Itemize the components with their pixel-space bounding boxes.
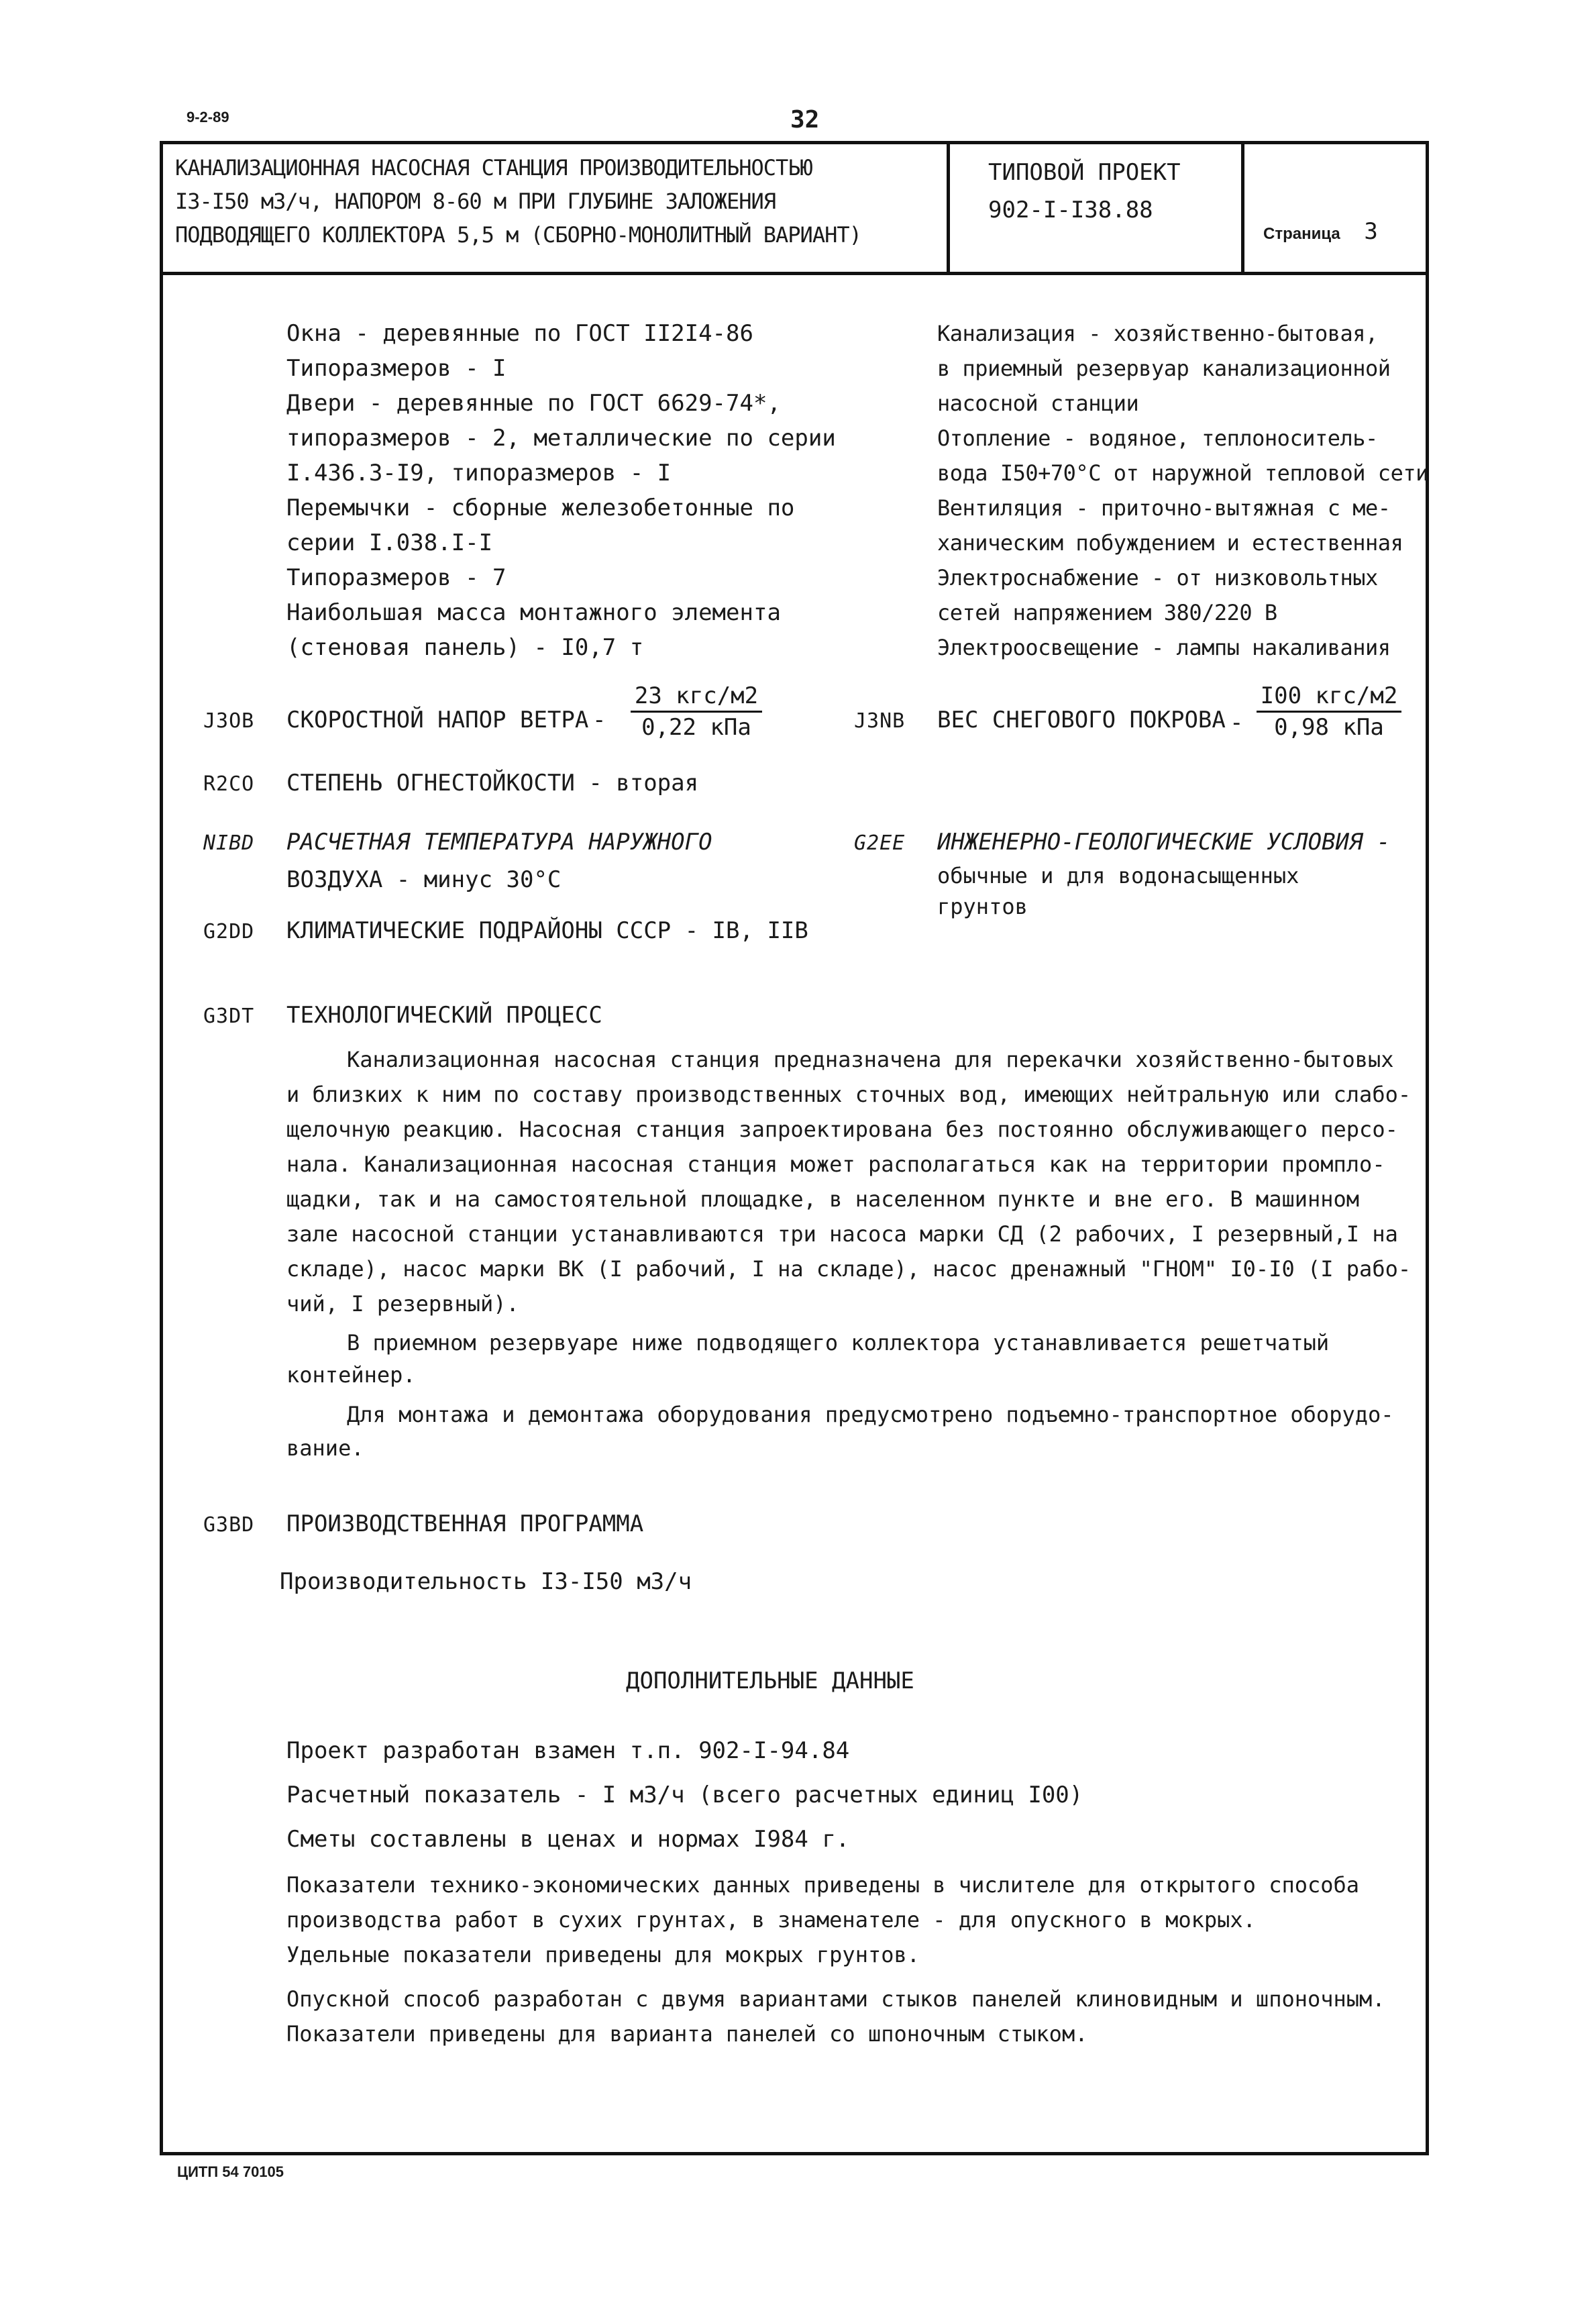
temperature-line-1: РАСЧЕТНАЯ ТЕМПЕРАТУРА НАРУЖНОГО <box>286 829 712 856</box>
spec-line: Окна - деревянные по ГОСТ II2I4-86 <box>286 320 753 347</box>
title-line-2: I3-I50 м3/ч, НАПОРОМ 8-60 м ПРИ ГЛУБИНЕ ЗАЛОЖЕНИЯ <box>175 189 776 214</box>
title-divider-2 <box>1241 144 1244 272</box>
page-label: Страница <box>1263 225 1340 243</box>
spec-line: Типоразмеров - I <box>286 355 507 382</box>
wind-dash: - <box>592 707 606 733</box>
spec-line: Электроснабжение - от низковольтных <box>937 565 1378 591</box>
wind-fraction <box>626 681 767 742</box>
program-code: G3BD <box>203 1513 255 1537</box>
spec-line: Вентиляция - приточно-вытяжная с ме- <box>937 495 1391 521</box>
process-code: G3DT <box>203 1005 255 1028</box>
paragraph-line: Удельные показатели приведены для мокрых грунтов. <box>286 1942 920 1967</box>
spec-line: Перемычки - сборные железобетонные по <box>286 495 795 521</box>
footer-stamp: ЦИТП 54 70105 <box>177 2163 284 2180</box>
paragraph-line: щелочную реакцию. Насосная станция запроектирована без постоянно обслуживающего персо- <box>286 1117 1398 1142</box>
geology-code: G2EE <box>854 831 906 855</box>
page-number: 32 <box>790 106 820 134</box>
spec-line: типоразмеров - 2, металлические по серии <box>286 425 836 452</box>
additional-p4 <box>286 1867 1359 1972</box>
paragraph-line: производства работ в сухих грунтах, в знаменателе - для опускного в мокрых. <box>286 1907 1256 1933</box>
title-divider-1 <box>947 144 950 272</box>
fire-code: R2CO <box>203 772 255 796</box>
temperature-code: NIBD <box>203 831 255 855</box>
paragraph-line: щадки, так и на самостоятельной площадке, в населенном пункте и вне его. В машинном <box>286 1186 1360 1212</box>
paragraph-line: В приемном резервуаре ниже подводящего коллектора устанавливается решетчатый <box>347 1330 1330 1355</box>
additional-p2: Расчетный показатель - I м3/ч (всего расчетных единиц I00) <box>286 1782 1083 1808</box>
geology-line-3: грунтов <box>937 894 1028 919</box>
process-heading: ТЕХНОЛОГИЧЕСКИЙ ПРОЦЕСС <box>286 1002 602 1029</box>
spec-line: Типоразмеров - 7 <box>286 564 507 591</box>
additional-p3: Сметы составлены в ценах и нормах I984 г. <box>286 1826 850 1853</box>
spec-line: вода I50+70°C от наружной тепловой сети <box>937 460 1428 486</box>
paragraph-line: нала. Канализационная насосная станция может располагаться как на территории промпло- <box>286 1151 1385 1177</box>
spec-line: I.436.3-I9, типоразмеров - I <box>286 460 672 486</box>
climate-text: КЛИМАТИЧЕСКИЕ ПОДРАЙОНЫ СССР - IB, IIB <box>286 917 808 944</box>
fire-text: СТЕПЕНЬ ОГНЕСТОЙКОСТИ - вторая <box>286 770 699 797</box>
doc-code: 9-2-89 <box>187 109 229 125</box>
wind-numerator: 23 кгс/м2 <box>631 681 762 713</box>
wind-denominator: 0,22 кПа <box>641 714 751 741</box>
title-line-3: ПОДВОДЯЩЕГО КОЛЛЕКТОРА 5,5 м (СБОРНО-МОНОЛИТНЫЙ ВАРИАНТ) <box>175 222 861 248</box>
spec-line: ханическим побуждением и естественная <box>937 530 1403 556</box>
spec-line: Наибольшая масса монтажного элемента <box>286 599 781 626</box>
process-paragraph-2 <box>286 1327 1329 1391</box>
paragraph-line: Показатели технико-экономических данных приведены в числителе для открытого способа <box>286 1872 1360 1898</box>
page-value: 3 <box>1364 218 1378 245</box>
snow-label: ВЕС СНЕГОВОГО ПОКРОВА <box>937 707 1226 733</box>
process-paragraph-3 <box>286 1398 1394 1465</box>
project-block <box>988 154 1181 229</box>
spec-line: Электроосвещение - лампы накаливания <box>937 635 1391 660</box>
additional-heading: ДОПОЛНИТЕЛЬНЫЕ ДАННЫЕ <box>626 1668 914 1694</box>
spec-line: Канализация - хозяйственно-бытовая, <box>937 321 1378 346</box>
project-number: 902-I-I38.88 <box>988 197 1153 223</box>
spec-line: сетей напряжением 380/220 В <box>937 600 1277 625</box>
paragraph-line: Для монтажа и демонтажа оборудования предусмотрено подъемно-транспортное оборудо- <box>347 1402 1394 1427</box>
spec-line: в приемный резервуар канализационной <box>937 356 1391 381</box>
program-heading: ПРОИЗВОДСТВЕННАЯ ПРОГРАММА <box>286 1510 644 1537</box>
snow-dash: - <box>1230 709 1244 736</box>
paragraph-line: Канализационная насосная станция предназначена для перекачки хозяйственно-бытовых <box>347 1047 1394 1072</box>
title-block <box>163 144 1426 275</box>
snow-code: J3NB <box>854 709 906 733</box>
page-frame <box>160 141 1429 2155</box>
paragraph-line: складе), насос марки ВК (I рабочий, I на складе), насос дренажный "ГНОМ" I0-I0 (I рабо- <box>286 1256 1412 1282</box>
process-paragraph-1 <box>286 1042 1411 1321</box>
title-line-1: КАНАЛИЗАЦИОННАЯ НАСОСНАЯ СТАНЦИЯ ПРОИЗВОДИТЕЛЬНОСТЬЮ <box>175 155 812 181</box>
paragraph-line: и близких к ним по составу производственных сточных вод, имеющих нейтральную или слабо- <box>286 1082 1412 1107</box>
climate-code: G2DD <box>203 920 255 943</box>
spec-line: Отопление - водяное, теплоноситель- <box>937 425 1378 451</box>
paragraph-line: вание. <box>286 1435 364 1461</box>
paragraph-line: контейнер. <box>286 1362 416 1388</box>
left-specs <box>286 316 836 665</box>
snow-numerator: I00 кгс/м2 <box>1257 681 1402 713</box>
spec-line: серии I.038.I-I <box>286 529 493 556</box>
paragraph-line: чий, I резервный). <box>286 1291 519 1317</box>
geology-line-1: ИНЖЕНЕРНО-ГЕОЛОГИЧЕСКИЕ УСЛОВИЯ - <box>937 829 1391 856</box>
geology-line-2: обычные и для водонасыщенных <box>937 863 1299 888</box>
temperature-line-2: ВОЗДУХА - минус 30°C <box>286 866 562 893</box>
page-cell <box>1263 218 1378 245</box>
document-title <box>175 151 861 252</box>
paragraph-line: Показатели приведены для варианта панелей со шпоночным стыком. <box>286 2021 1088 2047</box>
paragraph-line: зале насосной станции устанавливаются три насоса марки СД (2 рабочих, I резервный,I на <box>286 1221 1398 1247</box>
additional-p5 <box>286 1982 1385 2051</box>
right-specs <box>937 316 1428 665</box>
spec-line: Двери - деревянные по ГОСТ 6629-74*, <box>286 390 781 417</box>
wind-label: СКОРОСТНОЙ НАПОР ВЕТРА <box>286 707 589 733</box>
additional-p1: Проект разработан взамен т.п. 902-I-94.84 <box>286 1737 850 1764</box>
program-text: Производительность I3-I50 м3/ч <box>280 1568 692 1595</box>
paragraph-line: Опускной способ разработан с двумя вариантами стыков панелей клиновидным и шпоночным. <box>286 1986 1385 2012</box>
spec-line: насосной станции <box>937 391 1139 416</box>
project-label: ТИПОВОЙ ПРОЕКТ <box>988 159 1181 186</box>
wind-code: J3OB <box>203 709 255 733</box>
spec-line: (стеновая панель) - I0,7 т <box>286 634 644 661</box>
snow-fraction <box>1255 681 1403 742</box>
snow-denominator: 0,98 кПа <box>1274 714 1384 741</box>
